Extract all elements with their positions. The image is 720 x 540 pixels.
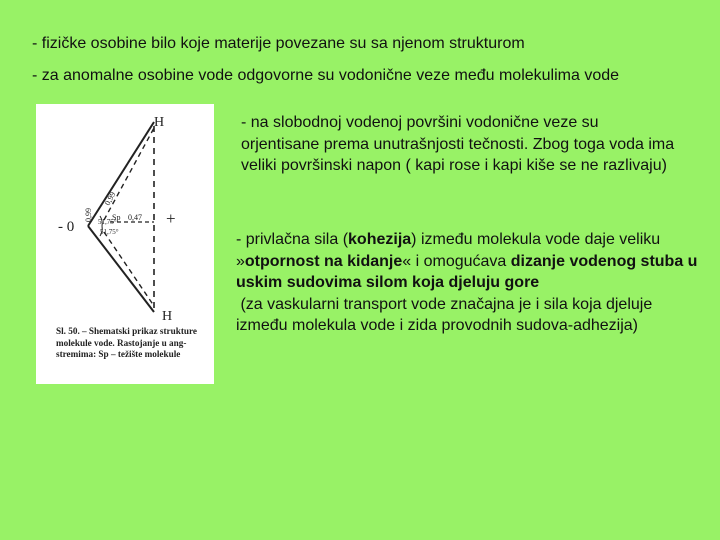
dashed-line-upper xyxy=(104,128,154,220)
bullet-line-anomalous-properties: - za anomalne osobine vode odgovorne su vodonične veze među molekulima vode xyxy=(32,67,620,84)
term-dizanje: dizanje vodenog stuba u uskim sudovima silom koja djeluju gore xyxy=(236,252,698,291)
bond-line-bottom xyxy=(88,226,154,312)
para2-mid1: ) između molekula vode daje veliku » xyxy=(236,231,661,270)
label-oxygen: - 0 xyxy=(58,219,75,235)
label-angle-lower: 51,75° xyxy=(100,228,119,236)
dashed-line-lower xyxy=(104,232,154,306)
bond-line-top xyxy=(88,122,154,226)
label-sp: Sp xyxy=(112,213,121,222)
label-distance-upper: 0,99 xyxy=(102,190,118,207)
term-kohezija: kohezija xyxy=(348,231,412,248)
label-distance-047: 0,47 xyxy=(128,213,142,222)
caption-line: molekule vode. Rastojanje u ang- xyxy=(56,337,187,348)
caption-line: Sl. 50. – Shematski prikaz strukture xyxy=(56,326,197,336)
water-molecule-figure xyxy=(36,104,214,384)
figure-caption xyxy=(56,326,214,361)
para2-end: (za vaskularni transport vode značajna je i sila koja djeluje između molekula vode i zida provodnih sudova-adhezija) xyxy=(236,295,653,334)
label-h-top: H xyxy=(154,115,165,130)
label-distance-left: 0,99 xyxy=(84,208,93,222)
cohesion-paragraph xyxy=(236,229,706,337)
caption-line: stremima: Sp – težište molekule xyxy=(56,349,181,359)
label-angle-upper: 51,75° xyxy=(98,218,117,226)
label-h-bottom: H xyxy=(162,309,173,324)
para2-mid2: « i omogućava xyxy=(402,252,511,270)
surface-tension-paragraph: - na slobodnoj vodenoj površini vodonične veze su orjentisane prema unutrašnjosti tečnosti. Zbog toga voda ima veliki površinski napon ( kapi rose i kapi kiše se ne razlivaju) xyxy=(241,114,675,174)
para2-intro: - privlačna sila ( xyxy=(236,231,349,248)
label-plus: + xyxy=(166,209,176,228)
term-otpornost: otpornost na kidanje xyxy=(244,252,403,270)
bullet-line-physical-properties: - fizičke osobine bilo koje materije povezane su sa njenom strukturom xyxy=(32,35,525,52)
